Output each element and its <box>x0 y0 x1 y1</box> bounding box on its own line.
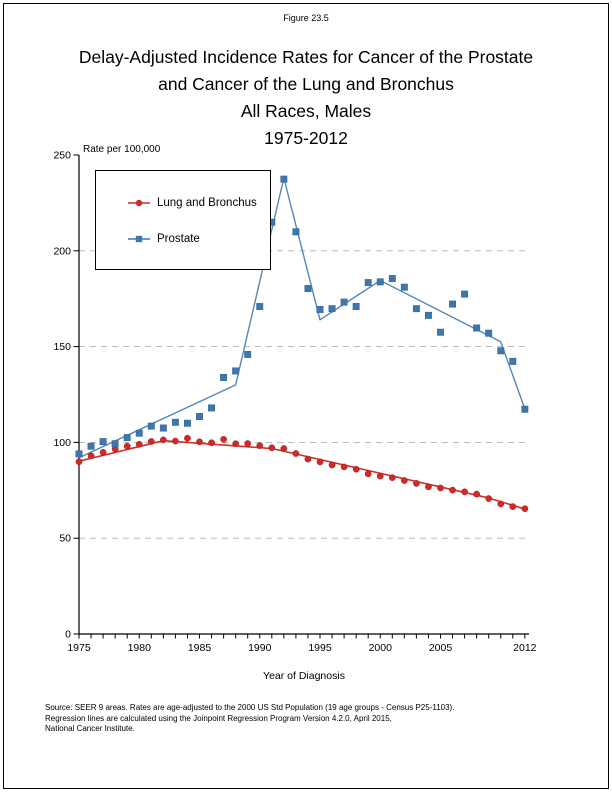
data-point-prostate-1995 <box>317 306 323 312</box>
data-point-lung-1996 <box>329 462 335 468</box>
data-point-lung-1990 <box>257 443 263 449</box>
data-point-lung-2007 <box>462 489 468 495</box>
legend-label-prostate: Prostate <box>157 233 200 245</box>
data-point-prostate-1994 <box>305 285 311 291</box>
data-point-prostate-2004 <box>425 312 431 318</box>
data-point-lung-2000 <box>377 473 383 479</box>
x-tick-label-1975: 1975 <box>67 642 91 654</box>
legend-label-lung: Lung and Bronchus <box>157 197 257 209</box>
y-tick-label-150: 150 <box>53 341 71 354</box>
x-axis-title: Year of Diagnosis <box>263 670 345 682</box>
source-line-2: Regression lines are calculated using the Joinpoint Regression Program Version 4.2.0, April 2015, <box>45 713 392 723</box>
data-point-prostate-1979 <box>124 434 130 440</box>
data-point-lung-2001 <box>389 475 395 481</box>
chart-legend <box>95 170 271 270</box>
legend-entry-lung <box>128 197 270 209</box>
data-point-prostate-1978 <box>112 441 118 447</box>
lung-series-marker-icon <box>128 198 150 208</box>
data-point-lung-1986 <box>208 440 214 446</box>
data-point-prostate-1976 <box>88 443 94 449</box>
data-point-lung-2008 <box>474 491 480 497</box>
data-point-prostate-2007 <box>461 291 467 297</box>
data-point-prostate-1988 <box>232 368 238 374</box>
y-tick-label-50: 50 <box>59 532 71 545</box>
x-tick-label-1990: 1990 <box>248 642 272 654</box>
data-point-prostate-1999 <box>365 279 371 285</box>
legend-entry-prostate <box>128 233 270 245</box>
data-point-lung-1984 <box>184 435 190 441</box>
data-point-prostate-1992 <box>281 176 287 182</box>
figure-number: Figure 23.5 <box>283 13 329 23</box>
data-point-prostate-1989 <box>245 351 251 357</box>
data-point-prostate-1985 <box>196 413 202 419</box>
data-point-lung-2002 <box>401 477 407 483</box>
data-point-lung-2009 <box>486 495 492 501</box>
data-point-lung-1995 <box>317 459 323 465</box>
data-point-prostate-2001 <box>389 275 395 281</box>
data-point-lung-1977 <box>100 449 106 455</box>
chart-title-line-4: 1975-2012 <box>264 128 348 148</box>
x-tick-label-1980: 1980 <box>127 642 151 654</box>
data-point-prostate-2012 <box>522 406 528 412</box>
data-point-lung-1989 <box>245 440 251 446</box>
data-point-lung-1985 <box>196 439 202 445</box>
data-point-lung-2004 <box>425 484 431 490</box>
source-note <box>45 703 585 735</box>
data-point-prostate-2011 <box>510 358 516 364</box>
chart-title-line-3: All Races, Males <box>240 101 372 121</box>
prostate-series-marker-icon <box>128 234 150 244</box>
source-line-3: National Cancer Institute. <box>45 724 135 733</box>
data-point-prostate-1996 <box>329 305 335 311</box>
data-point-lung-1994 <box>305 456 311 462</box>
chart-title-line-2: and Cancer of the Lung and Bronchus <box>158 74 454 94</box>
y-tick-label-100: 100 <box>53 436 71 449</box>
source-line-1: Source: SEER 9 areas. Rates are age-adjusted to the 2000 US Std Population (19 age groups - Census P25-1103). <box>45 703 455 712</box>
data-point-lung-1997 <box>341 464 347 470</box>
data-point-prostate-2008 <box>473 325 479 331</box>
data-point-prostate-1990 <box>257 303 263 309</box>
data-point-prostate-1984 <box>184 420 190 426</box>
data-point-prostate-1983 <box>172 419 178 425</box>
data-point-lung-2011 <box>510 503 516 509</box>
data-point-prostate-2002 <box>401 284 407 290</box>
data-point-lung-1980 <box>136 441 142 447</box>
data-point-prostate-2006 <box>449 301 455 307</box>
data-point-prostate-1980 <box>136 430 142 436</box>
data-point-lung-1991 <box>269 445 275 451</box>
data-point-prostate-2000 <box>377 279 383 285</box>
data-point-prostate-1982 <box>160 425 166 431</box>
chart-title-line-1: Delay-Adjusted Incidence Rates for Cancer of the Prostate <box>78 47 534 67</box>
data-point-lung-1983 <box>172 438 178 444</box>
data-point-lung-1999 <box>365 471 371 477</box>
data-point-lung-1998 <box>353 466 359 472</box>
data-point-lung-2005 <box>437 485 443 491</box>
data-point-prostate-2009 <box>486 330 492 336</box>
x-tick-label-2005: 2005 <box>428 642 453 654</box>
data-point-lung-1976 <box>88 453 94 459</box>
x-tick-label-1985: 1985 <box>187 642 212 654</box>
data-point-prostate-1981 <box>148 423 154 429</box>
data-point-prostate-1987 <box>220 374 226 380</box>
data-point-prostate-2010 <box>498 348 504 354</box>
x-tick-label-1995: 1995 <box>308 642 332 654</box>
x-tick-label-2012: 2012 <box>513 642 537 654</box>
data-point-lung-1988 <box>233 441 239 447</box>
data-point-prostate-1977 <box>100 438 106 444</box>
data-point-prostate-1986 <box>208 405 214 411</box>
data-point-prostate-2003 <box>413 305 419 311</box>
data-point-lung-2010 <box>498 501 504 507</box>
data-point-prostate-2005 <box>437 329 443 335</box>
data-point-lung-1982 <box>160 437 166 443</box>
trendline-lung <box>79 441 525 509</box>
data-point-prostate-1975 <box>76 451 82 457</box>
x-tick-label-2000: 2000 <box>368 642 392 654</box>
data-point-lung-1993 <box>293 450 299 456</box>
y-tick-label-200: 200 <box>53 245 71 258</box>
y-tick-label-250: 250 <box>53 149 71 162</box>
data-point-lung-2012 <box>522 506 528 512</box>
data-point-lung-2006 <box>449 487 455 493</box>
data-point-lung-1987 <box>221 436 227 442</box>
y-axis-unit-label: Rate per 100,000 <box>83 144 161 155</box>
data-point-prostate-1997 <box>341 299 347 305</box>
data-point-lung-1992 <box>281 445 287 451</box>
data-point-prostate-1998 <box>353 303 359 309</box>
data-point-prostate-1993 <box>293 229 299 235</box>
data-point-lung-2003 <box>413 480 419 486</box>
y-tick-label-0: 0 <box>65 628 71 641</box>
data-point-lung-1981 <box>148 438 154 444</box>
data-point-lung-1979 <box>124 443 130 449</box>
data-point-lung-1975 <box>76 459 82 465</box>
